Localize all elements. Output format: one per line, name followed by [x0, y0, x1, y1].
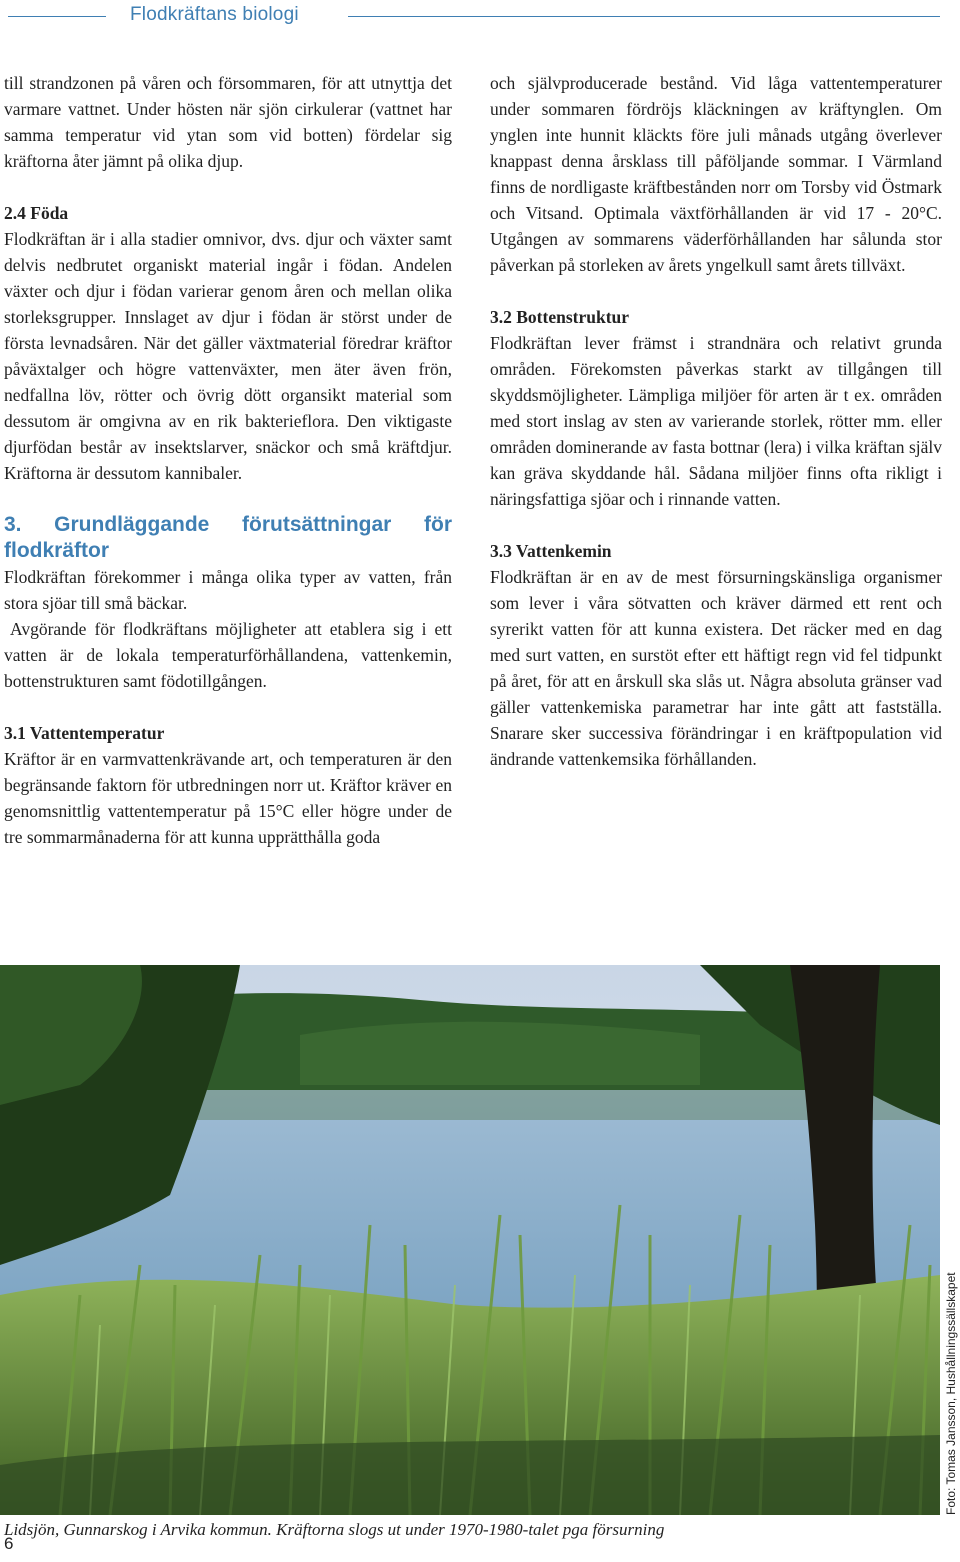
paragraph-zon: till strandzonen på våren och försommaren, för att utnyttja det varmare vattnet. Under hösten när sjön cirkulerar (vattnet har samma temperatur vid ytan som vid botten) fördelar sig kräftorna åter jämnt på olika djup. [4, 73, 452, 171]
photo-credit: Foto: Tomas Jansson, Hushållningssällskapet [944, 1272, 958, 1515]
lake-photo [0, 965, 940, 1515]
page-number: 6 [4, 1534, 14, 1553]
header-rule-right [348, 16, 940, 17]
paragraph-vattenkemin: Flodkräftan är en av de mest försurningskänsliga organismer som lever i våra sötvatten och kräver därmed ett rent och syrerikt vatten för att kunna existera. Det räcker med en dag med surt vatten, en surstöt efter ett häftigt regn vid fel tidpunkt på året, för att en årskull ska slås ut. Några absoluta gränser vad gäller vattenkemiska parametrar har inte gått att fastställa. Snarare sker successiva förändringar i en kräftpopulation vid ändrande vattenkemsika förhållanden. [490, 567, 942, 769]
running-header [0, 0, 960, 40]
section-title: 3. Grundläggande förutsättningar för flodkräftor [4, 513, 452, 562]
heading-vattentemperatur: 3.1 Vattentemperatur [4, 723, 165, 743]
heading-bottenstruktur: 3.2 Bottenstruktur [490, 307, 630, 327]
lake-photo-illustration [0, 965, 940, 1515]
paragraph-bestand: och självproducerade bestånd. Vid låga vattentemperaturer under sommaren fördröjs kläckningen av kräftynglen. Om ynglen inte hunnit kläckts före juli månads utgång överlever knappast denna årsklass till påföljande sommar. I Värmland finns de nordligaste kräftbestånden norr om Torsby vid Östmark och Vitsand. Optimala växtförhållanden är vid 17 - 20°C. Utgången av sommarens väderförhållanden har sålunda stor påverkan på storleken av årets yngelkull samt årets tillväxt. [490, 73, 942, 275]
paragraph-bottenstruktur: Flodkräftan lever främst i strandnära och relativt grunda områden. Förekomsten påverkas starkt av tillgången till skyddsmöjligheter. Lämpliga miljöer för arten är t ex. områden med stort inslag av sten av varierande storlek, rötter mm. eller områden dominerande av fasta bottnar (lera) i vilka kräftan själv kan gräva skyddande hål. Sådana miljöer finns ofta rikligt i näringsfattiga sjöar och i rinnande vatten. [490, 333, 942, 509]
heading-foda: 2.4 Föda [4, 203, 69, 223]
header-rule-left [8, 16, 106, 17]
photo-caption: Lidsjön, Gunnarskog i Arvika kommun. Kräftorna slogs ut under 1970-1980-talet pga försurning [4, 1520, 665, 1539]
header-title: Flodkräftans biologi [130, 4, 299, 25]
heading-vattenkemin: 3.3 Vattenkemin [490, 541, 612, 561]
right-column [490, 70, 942, 772]
paragraph-forekomst: Flodkräftan förekommer i många olika typer av vatten, från stora sjöar till små bäckar. [4, 567, 452, 613]
paragraph-foda: Flodkräftan är i alla stadier omnivor, dvs. djur och växter samt delvis nedbrutet organiskt material ingår i födan. Andelen växter och djur i födan varierar genom åren och mellan olika storleksgrupper. Innslaget av djur i födan är störst under de första levnadsåren. När det gäller växtmaterial föredrar kräftor påväxtalger och högre vattenväxter, men äter även frön, nedfallna löv, rötter och övrig dött organsikt material som dessutom är omgivna av en rik bakterieflora. Den viktigaste djurfödan består av insektslarver, snäckor och små kräftdjur. Kräftorna är dessutom kannibaler. [4, 229, 452, 483]
left-column [4, 70, 452, 850]
paragraph-avgorande: Avgörande för flodkräftans möjligheter att etablera sig i ett vatten är de lokala temperaturförhållandena, vattenkemin, bottenstrukturen samt födotillgången. [4, 619, 452, 691]
paragraph-vattentemperatur: Kräftor är en varmvattenkrävande art, och temperaturen är den begränsande faktorn för utbredningen norr ut. Kräftor kräver en genomsnittlig vattentemperatur på 15°C eller högre under de tre sommarmånaderna för att kunna upprätthålla goda [4, 749, 452, 847]
